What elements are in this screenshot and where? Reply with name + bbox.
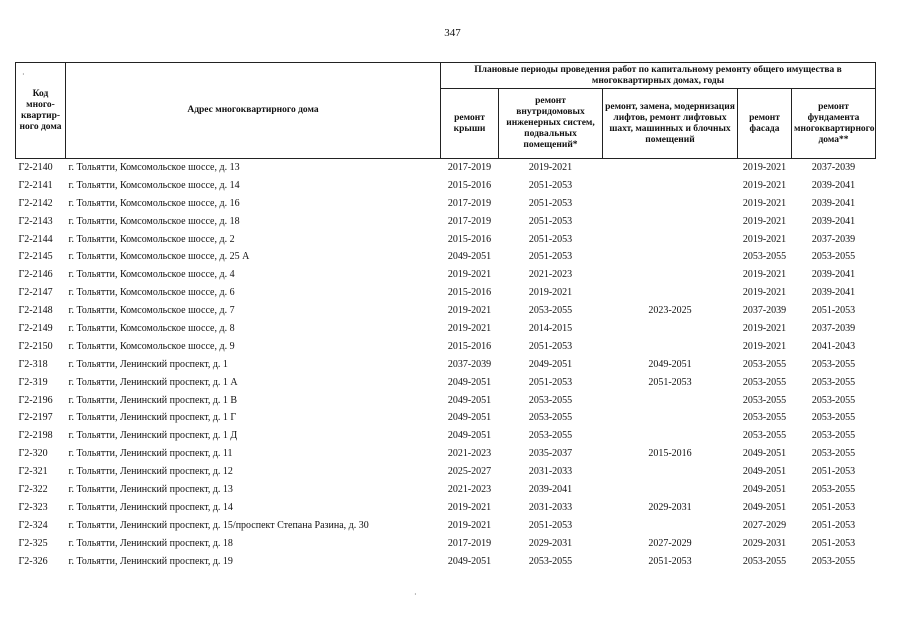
cell-foundation: 2039-2041: [811, 215, 856, 227]
cell-address: г. Тольятти, Комсомольское шоссе, д. 2: [68, 233, 235, 245]
cell-engineering: 2053-2055: [528, 305, 573, 317]
cell-code: Г2-323: [18, 501, 48, 513]
cell-engineering: 2035-2037: [528, 448, 573, 460]
cell-code: Г2-2140: [18, 161, 53, 173]
cell-elevators: 2027-2029: [648, 537, 692, 549]
cell-address: г. Тольятти, Ленинский проспект, д. 13: [68, 483, 233, 495]
cell-facade: 2019-2021: [742, 340, 787, 352]
cell-address: г. Тольятти, Ленинский проспект, д. 1 Д: [68, 430, 238, 442]
scan-artifact-dot: ·: [414, 590, 417, 599]
cell-elevators: 2049-2051: [648, 358, 692, 370]
cell-engineering: 2051-2053: [528, 215, 573, 227]
page-number: 347: [444, 27, 461, 39]
table-row: [16, 374, 876, 392]
table-row: [16, 535, 876, 553]
cell-roof: 2037-2039: [447, 358, 492, 370]
cell-roof: 2019-2021: [447, 305, 492, 317]
cell-foundation: 2039-2041: [811, 287, 856, 299]
table-row: [16, 409, 876, 427]
cell-foundation: 2051-2053: [811, 519, 856, 531]
cell-foundation: 2039-2041: [811, 269, 856, 281]
cell-facade: 2053-2055: [742, 412, 787, 424]
cell-engineering: 2051-2053: [528, 340, 573, 352]
cell-engineering: 2019-2021: [528, 161, 573, 173]
cell-engineering: 2053-2055: [528, 430, 573, 442]
cell-elevators: [603, 177, 738, 195]
cell-engineering: 2014-2015: [528, 322, 573, 334]
cell-code: Г2-2150: [18, 340, 53, 352]
cell-roof: 2015-2016: [447, 287, 492, 299]
cell-address: г. Тольятти, Комсомольское шоссе, д. 14: [68, 179, 240, 191]
cell-roof: 2049-2051: [447, 394, 492, 406]
cell-engineering: 2051-2053: [528, 179, 573, 191]
cell-facade: 2053-2055: [742, 376, 787, 388]
cell-facade: 2037-2039: [742, 305, 787, 317]
cell-code: Г2-2141: [18, 179, 53, 191]
cell-facade: 2053-2055: [742, 430, 787, 442]
cell-engineering: 2031-2033: [528, 501, 573, 513]
cell-elevators: [603, 517, 738, 535]
cell-roof: 2019-2021: [447, 519, 492, 531]
scan-artifact-dot: ·: [22, 70, 25, 79]
cell-address: г. Тольятти, Комсомольское шоссе, д. 9: [68, 340, 235, 352]
cell-roof: 2049-2051: [447, 555, 492, 567]
cell-facade: 2019-2021: [742, 287, 787, 299]
cell-engineering: 2049-2051: [528, 358, 573, 370]
cell-code: Г2-2148: [18, 305, 53, 317]
cell-roof: 2019-2021: [447, 501, 492, 513]
table-row: [16, 195, 876, 213]
cell-roof: 2021-2023: [447, 483, 492, 495]
cell-code: Г2-2142: [18, 197, 53, 209]
cell-engineering: 2053-2055: [528, 412, 573, 424]
cell-address: г. Тольятти, Ленинский проспект, д. 18: [68, 537, 233, 549]
cell-facade: 2019-2021: [742, 215, 787, 227]
cell-elevators: [603, 284, 738, 302]
cell-address: г. Тольятти, Комсомольское шоссе, д. 6: [68, 287, 235, 299]
cell-roof: 2017-2019: [447, 215, 492, 227]
cell-code: Г2-2198: [18, 430, 53, 442]
cell-elevators: 2023-2025: [648, 305, 692, 317]
table-row: [16, 427, 876, 445]
header-engineering-repair: ремонт внутридомовых инженерных систем, подвальных помещений*: [499, 89, 603, 159]
cell-facade: 2053-2055: [742, 394, 787, 406]
cell-foundation: 2053-2055: [811, 555, 856, 567]
cell-address: г. Тольятти, Ленинский проспект, д. 14: [68, 501, 233, 513]
header-roof-repair: ремонт крыши: [441, 89, 499, 159]
table-row: [16, 177, 876, 195]
cell-roof: 2017-2019: [447, 161, 492, 173]
cell-facade: 2053-2055: [742, 555, 787, 567]
cell-roof: 2015-2016: [447, 179, 492, 191]
cell-facade: 2049-2051: [742, 483, 787, 495]
cell-address: г. Тольятти, Комсомольское шоссе, д. 4: [68, 269, 235, 281]
cell-foundation: 2039-2041: [811, 179, 856, 191]
cell-facade: 2019-2021: [742, 179, 787, 191]
table-row: [16, 338, 876, 356]
cell-code: Г2-2143: [18, 215, 53, 227]
cell-foundation: 2037-2039: [811, 233, 856, 245]
repair-schedule-table: [15, 62, 876, 570]
cell-foundation: 2041-2043: [811, 340, 856, 352]
cell-engineering: 2029-2031: [528, 537, 573, 549]
cell-foundation: 2053-2055: [811, 376, 856, 388]
cell-address: г. Тольятти, Комсомольское шоссе, д. 16: [68, 197, 240, 209]
header-facade-repair: ремонт фасада: [738, 89, 792, 159]
cell-address: г. Тольятти, Ленинский проспект, д. 15/проспект Степана Разина, д. 30: [68, 519, 369, 531]
cell-facade: 2029-2031: [742, 537, 787, 549]
cell-elevators: [603, 409, 738, 427]
cell-facade: 2019-2021: [742, 322, 787, 334]
cell-engineering: 2051-2053: [528, 519, 573, 531]
cell-facade: 2053-2055: [742, 358, 787, 370]
cell-address: г. Тольятти, Ленинский проспект, д. 1 В: [68, 394, 238, 406]
cell-elevators: [603, 463, 738, 481]
cell-elevators: [603, 266, 738, 284]
cell-facade: 2027-2029: [742, 519, 787, 531]
cell-elevators: [603, 481, 738, 499]
cell-code: Г2-319: [18, 376, 48, 388]
cell-elevators: 2029-2031: [648, 501, 692, 513]
cell-roof: 2049-2051: [447, 376, 492, 388]
cell-foundation: 2053-2055: [811, 412, 856, 424]
cell-foundation: 2053-2055: [811, 483, 856, 495]
cell-elevators: 2051-2053: [648, 555, 692, 567]
cell-address: г. Тольятти, Комсомольское шоссе, д. 25 А: [68, 251, 250, 263]
cell-address: г. Тольятти, Ленинский проспект, д. 1: [68, 358, 228, 370]
cell-code: Г2-2146: [18, 269, 53, 281]
table-row: [16, 553, 876, 571]
table-row: [16, 231, 876, 249]
table-row: [16, 159, 876, 177]
cell-elevators: [603, 427, 738, 445]
header-elevator-repair: ремонт, замена, модернизация лифтов, ремонт лифтовых шахт, машинных и блочных помещений: [603, 89, 738, 159]
cell-code: Г2-325: [18, 537, 48, 549]
cell-engineering: 2053-2055: [528, 394, 573, 406]
cell-elevators: 2051-2053: [648, 376, 692, 388]
cell-foundation: 2037-2039: [811, 322, 856, 334]
table-row: [16, 463, 876, 481]
cell-code: Г2-322: [18, 483, 48, 495]
cell-engineering: 2051-2053: [528, 376, 573, 388]
cell-facade: 2019-2021: [742, 161, 787, 173]
table-row: [16, 284, 876, 302]
table-row: [16, 481, 876, 499]
cell-elevators: [603, 231, 738, 249]
cell-engineering: 2021-2023: [528, 269, 573, 281]
cell-roof: 2021-2023: [447, 448, 492, 460]
cell-elevators: [603, 159, 738, 177]
cell-facade: 2049-2051: [742, 448, 787, 460]
cell-address: г. Тольятти, Ленинский проспект, д. 19: [68, 555, 233, 567]
table-row: [16, 213, 876, 231]
cell-elevators: [603, 248, 738, 266]
cell-code: Г2-2197: [18, 412, 53, 424]
table-row: [16, 356, 876, 374]
cell-code: Г2-2149: [18, 322, 53, 334]
cell-roof: 2019-2021: [447, 269, 492, 281]
cell-elevators: [603, 195, 738, 213]
cell-roof: 2015-2016: [447, 233, 492, 245]
cell-engineering: 2051-2053: [528, 251, 573, 263]
cell-code: Г2-324: [18, 519, 48, 531]
cell-code: Г2-2196: [18, 394, 53, 406]
table-row: [16, 445, 876, 463]
cell-foundation: 2053-2055: [811, 430, 856, 442]
cell-code: Г2-318: [18, 358, 48, 370]
cell-foundation: 2039-2041: [811, 197, 856, 209]
cell-foundation: 2051-2053: [811, 466, 856, 478]
cell-address: г. Тольятти, Комсомольское шоссе, д. 8: [68, 322, 235, 334]
cell-elevators: [603, 320, 738, 338]
table-row: [16, 266, 876, 284]
cell-roof: 2017-2019: [447, 197, 492, 209]
cell-elevators: [603, 392, 738, 410]
cell-code: Г2-321: [18, 466, 48, 478]
cell-address: г. Тольятти, Ленинский проспект, д. 12: [68, 466, 233, 478]
cell-foundation: 2053-2055: [811, 448, 856, 460]
cell-engineering: 2051-2053: [528, 233, 573, 245]
cell-engineering: 2051-2053: [528, 197, 573, 209]
cell-code: Г2-326: [18, 555, 48, 567]
table-row: [16, 320, 876, 338]
cell-roof: 2019-2021: [447, 322, 492, 334]
cell-roof: 2015-2016: [447, 340, 492, 352]
cell-facade: 2019-2021: [742, 197, 787, 209]
cell-facade: 2049-2051: [742, 501, 787, 513]
cell-foundation: 2037-2039: [811, 161, 856, 173]
header-house-code: Код много-квартир-ного дома: [16, 63, 66, 159]
cell-roof: 2049-2051: [447, 412, 492, 424]
cell-address: г. Тольятти, Ленинский проспект, д. 11: [68, 448, 233, 460]
cell-engineering: 2031-2033: [528, 466, 573, 478]
cell-engineering: 2019-2021: [528, 287, 573, 299]
table-row: [16, 392, 876, 410]
cell-facade: 2049-2051: [742, 466, 787, 478]
cell-roof: 2025-2027: [447, 466, 492, 478]
header-foundation-repair: ремонт фундамента многоквартирного дома**: [792, 89, 876, 159]
cell-elevators: [603, 338, 738, 356]
cell-address: г. Тольятти, Комсомольское шоссе, д. 18: [68, 215, 240, 227]
cell-roof: 2049-2051: [447, 430, 492, 442]
cell-foundation: 2053-2055: [811, 394, 856, 406]
cell-elevators: 2015-2016: [648, 448, 692, 460]
table-row: [16, 302, 876, 320]
cell-code: Г2-2145: [18, 251, 53, 263]
cell-facade: 2019-2021: [742, 233, 787, 245]
cell-foundation: 2053-2055: [811, 358, 856, 370]
cell-code: Г2-2144: [18, 233, 53, 245]
cell-roof: 2049-2051: [447, 251, 492, 263]
cell-roof: 2017-2019: [447, 537, 492, 549]
cell-address: г. Тольятти, Ленинский проспект, д. 1 Г: [68, 412, 237, 424]
table-body: [16, 159, 876, 571]
cell-engineering: 2039-2041: [528, 483, 573, 495]
cell-facade: 2053-2055: [742, 251, 787, 263]
cell-address: г. Тольятти, Комсомольское шоссе, д. 13: [68, 161, 240, 173]
cell-address: г. Тольятти, Комсомольское шоссе, д. 7: [68, 305, 235, 317]
cell-elevators: [603, 213, 738, 231]
cell-address: г. Тольятти, Ленинский проспект, д. 1 А: [68, 376, 238, 388]
cell-facade: 2019-2021: [742, 269, 787, 281]
header-address: Адрес многоквартирного дома: [66, 63, 441, 159]
cell-foundation: 2051-2053: [811, 501, 856, 513]
table-row: [16, 499, 876, 517]
cell-code: Г2-320: [18, 448, 48, 460]
cell-code: Г2-2147: [18, 287, 53, 299]
cell-foundation: 2053-2055: [811, 251, 856, 263]
cell-foundation: 2051-2053: [811, 537, 856, 549]
header-planned-periods: Плановые периоды проведения работ по капитальному ремонту общего имущества в многоквартирных домах, годы: [441, 63, 876, 89]
table-row: [16, 248, 876, 266]
table-row: [16, 517, 876, 535]
cell-foundation: 2051-2053: [811, 305, 856, 317]
cell-engineering: 2053-2055: [528, 555, 573, 567]
